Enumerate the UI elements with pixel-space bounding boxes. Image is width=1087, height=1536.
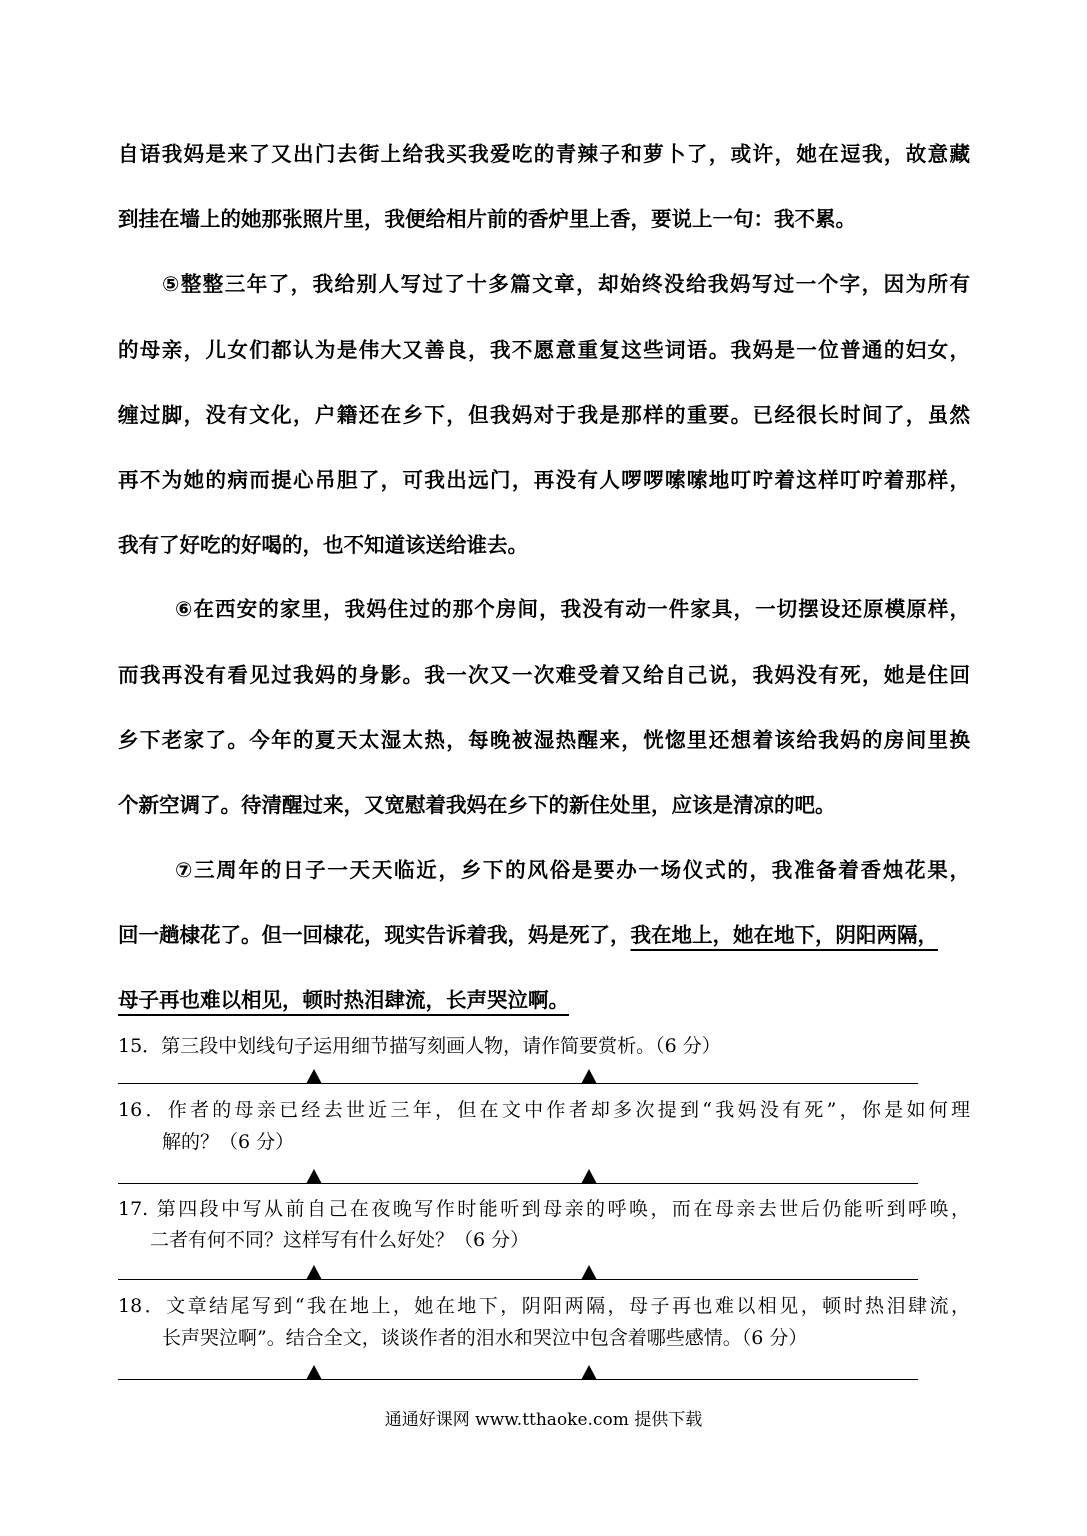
passage-line-9: 而我再没有看见过我妈的身影。我一次又一次难受着又给自己说，我妈没有死，她是住回 bbox=[118, 663, 970, 687]
question-16: 16．作者的母亲已经去世近三年，但在文中作者却多次提到“我妈没有死”，你是如何理 bbox=[118, 1099, 970, 1121]
answer-underline bbox=[118, 1279, 918, 1280]
passage-line-13 bbox=[118, 920, 970, 950]
passage-line-10: 乡下老家了。今年的夏天太湿太热，每晚被湿热醒来，恍惚里还想着该给我妈的房间里换 bbox=[118, 728, 970, 752]
question-17: 17. 第四段中写从前自己在夜晚写作时能听到母亲的呼唤，而在母亲去世后仍能听到呼唤， bbox=[118, 1198, 970, 1220]
underlined-sentence-part-1: 我在地上，她在地下，阴阳两隔， bbox=[630, 923, 938, 947]
answer-underline bbox=[118, 1083, 918, 1084]
triangle-marker-icon bbox=[581, 1365, 597, 1380]
passage-line-12: ⑦三周年的日子一天天临近，乡下的风俗是要办一场仪式的，我准备着香烛花果， bbox=[175, 858, 970, 882]
answer-underline bbox=[118, 1379, 918, 1380]
passage-line-13-text: 回一趟棣花了。但一回棣花，现实告诉着我，妈是死了， bbox=[118, 923, 631, 947]
question-18-cont: 长声哭泣啊”。结合全文，谈谈作者的泪水和哭泣中包含着哪些感情。（6 分） bbox=[162, 1327, 808, 1349]
page-footer: 通通好课网 www.tthaoke.com 提供下载 bbox=[384, 1410, 703, 1430]
passage-line-2: 到挂在墙上的她那张照片里，我便给相片前的香炉里上香，要说上一句：我不累。 bbox=[118, 207, 856, 231]
question-18: 18．文章结尾写到“我在地上，她在地下，阴阳两隔，母子再也难以相见，顿时热泪肆流， bbox=[118, 1295, 970, 1317]
triangle-marker-icon bbox=[306, 1265, 322, 1280]
triangle-marker-icon bbox=[306, 1169, 322, 1184]
question-15: 15．第三段中划线句子运用细节描写刻画人物，请作简要赏析。（6 分） bbox=[118, 1035, 721, 1057]
passage-line-3: ⑤整整三年了，我给别人写过了十多篇文章，却始终没给我妈写过一个字，因为所有 bbox=[162, 272, 970, 296]
answer-line-15[interactable] bbox=[118, 1066, 918, 1086]
passage-line-14 bbox=[118, 985, 970, 1015]
question-16-cont: 解的？（6 分） bbox=[162, 1131, 295, 1153]
triangle-marker-icon bbox=[306, 1365, 322, 1380]
answer-line-17[interactable] bbox=[118, 1262, 918, 1282]
triangle-marker-icon bbox=[306, 1069, 322, 1084]
answer-underline bbox=[118, 1183, 918, 1184]
passage-line-11: 个新空调了。待清醒过来，又宽慰着我妈在乡下的新住处里，应该是清凉的吧。 bbox=[118, 793, 836, 817]
answer-line-16[interactable] bbox=[118, 1166, 918, 1186]
passage-line-8: ⑥在西安的家里，我妈住过的那个房间，我没有动一件家具，一切摆设还原模原样， bbox=[175, 597, 970, 621]
passage-line-6: 再不为她的病而提心吊胆了，可我出远门，再没有人啰啰嗦嗦地叮咛着这样叮咛着那样， bbox=[118, 468, 970, 492]
answer-line-18[interactable] bbox=[118, 1362, 918, 1382]
question-17-cont: 二者有何不同？这样写有什么好处？（6 分） bbox=[150, 1229, 530, 1251]
triangle-marker-icon bbox=[581, 1069, 597, 1084]
triangle-marker-icon bbox=[581, 1169, 597, 1184]
passage-line-7: 我有了好吃的好喝的，也不知道该送给谁去。 bbox=[118, 533, 528, 557]
passage-line-5: 缠过脚，没有文化，户籍还在乡下，但我妈对于我是那样的重要。已经很长时间了，虽然 bbox=[118, 403, 970, 427]
underlined-sentence-part-2: 母子再也难以相见，顿时热泪肆流，长声哭泣啊。 bbox=[118, 988, 569, 1012]
passage-line-4: 的母亲，儿女们都认为是伟大又善良，我不愿意重复这些词语。我妈是一位普通的妇女， bbox=[118, 338, 970, 362]
passage-line-1: 自语我妈是来了又出门去街上给我买我爱吃的青辣子和萝卜了，或许，她在逗我，故意藏 bbox=[118, 142, 970, 166]
triangle-marker-icon bbox=[581, 1265, 597, 1280]
